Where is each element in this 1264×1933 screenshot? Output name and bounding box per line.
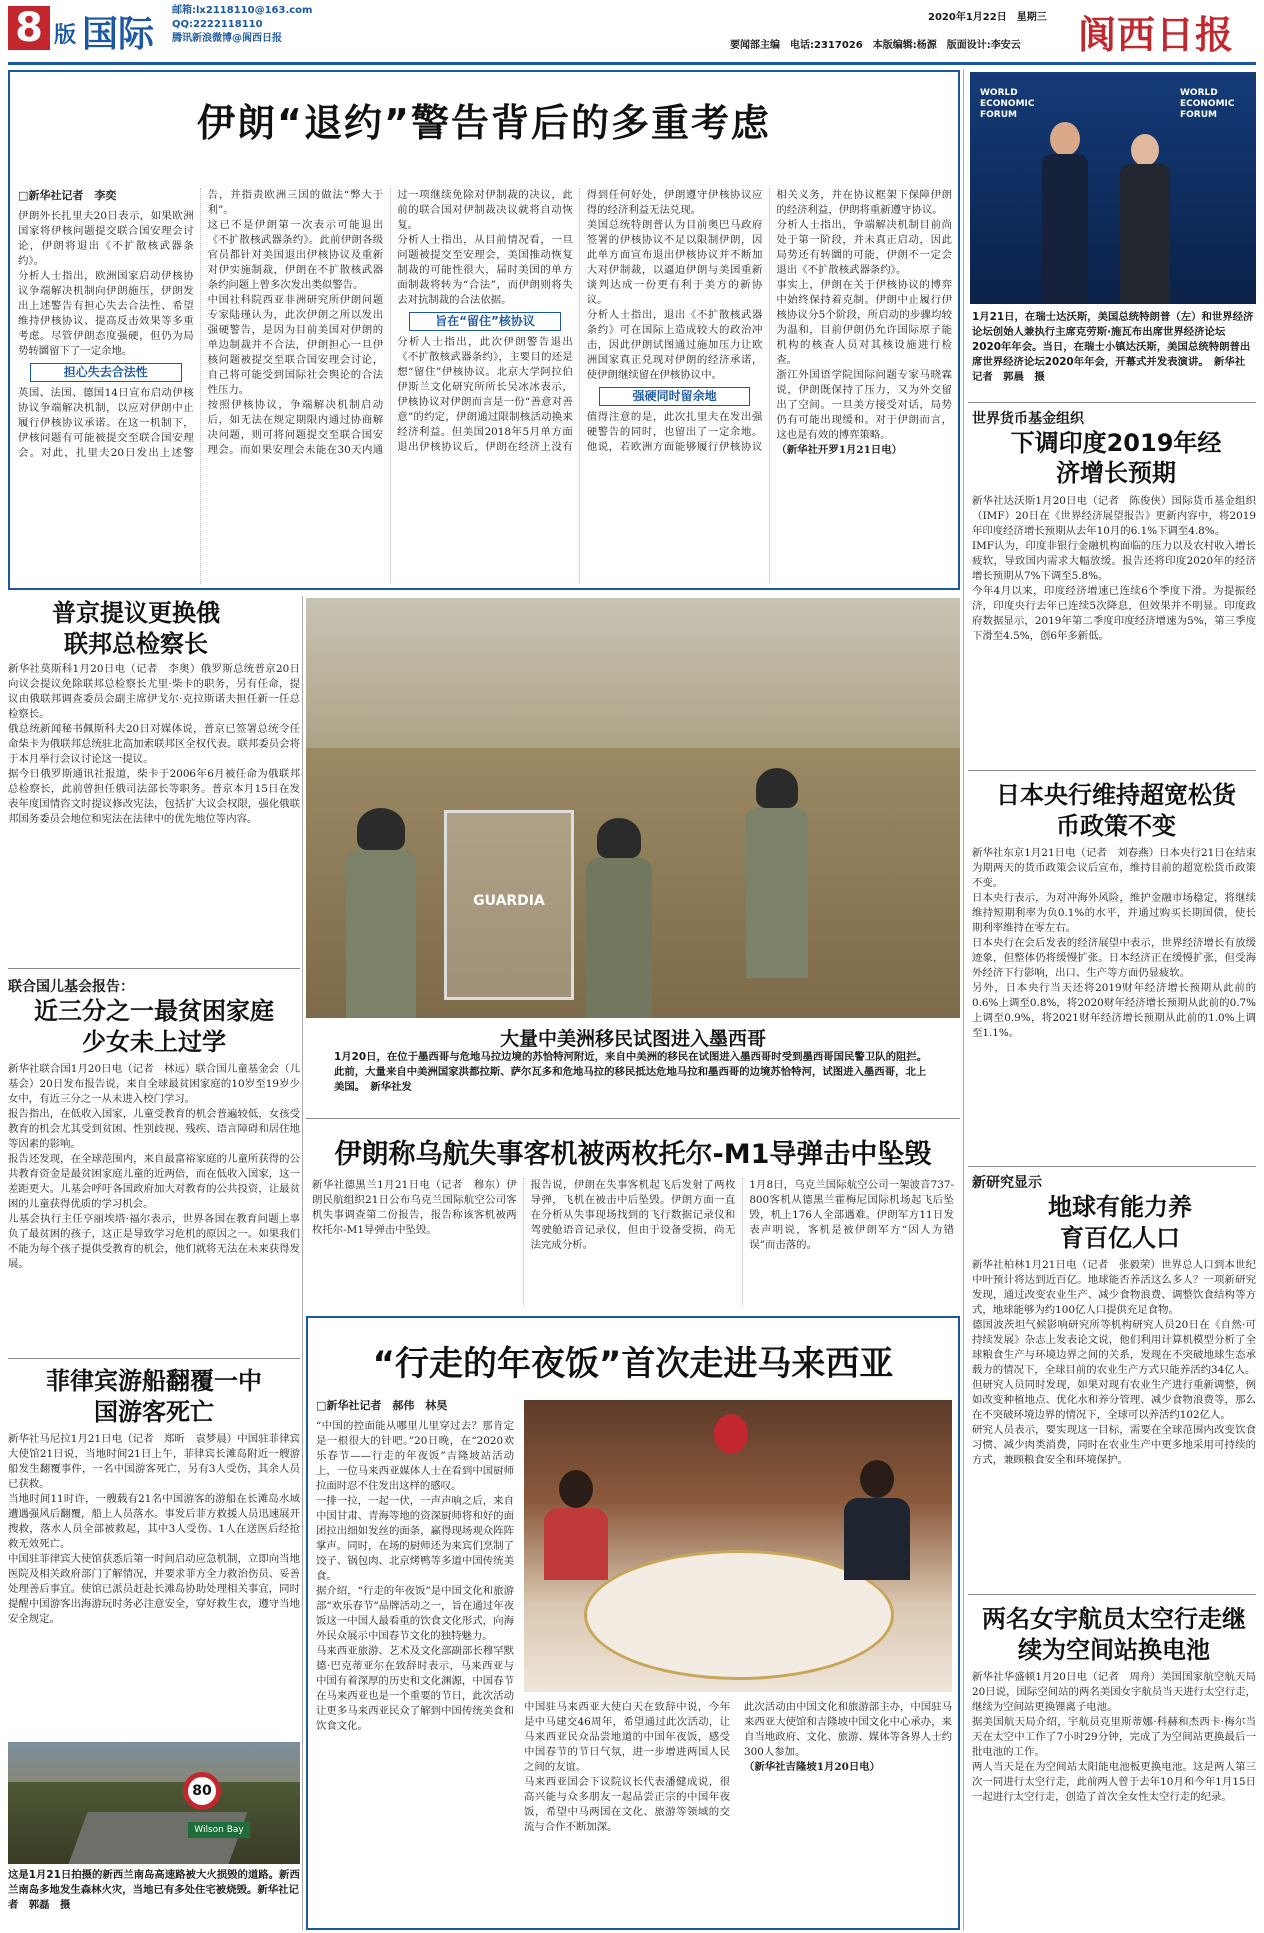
paragraph: 伊朗外长扎里夫20日表示，如果欧洲国家将伊核问题提交联合国安理会讨论，伊朗将退出《不扩散核武器条约》。 <box>18 210 194 267</box>
paragraph: 按照伊核协议，争端解决机制启动后，如无法在规定期限内通过协商解决问题，则可将问题提交至联合国安理会。而如果安理会未能在30天内通过一项继续免除对伊制裁的决议，此前的联合国对伊制裁决议就将自动恢复。 <box>207 189 573 456</box>
editor-line: 要闻部主编 电话:2317026 本版编辑:杨源 版面设计:李安云 <box>730 40 1021 51</box>
paragraph: 德国波茨坦气候影响研究所等机构研究人员20日在《自然·可持续发展》杂志上发表论文说，他们利用计算机模型分析了全球粮食生产与环境边界之间的关系，发现在不突破地球生态承载力的情况下，全球目前的农业生产方式只能养活约34亿人。 <box>972 1319 1256 1376</box>
paragraph: 分析人士指出，欧洲国家启动伊核协议争端解决机制向伊朗施压，伊朗发出上述警告有担心失去合法性、希望维持伊核协议、提高反击效果等多重考虑。尽管伊朗态度强硬，但仍为局势转圜留下了一定余地。 <box>18 270 194 357</box>
paragraph: 报告指出，在低收入国家，儿童受教育的机会普遍较低，女孩受教育的机会尤其受到贫困、性别歧视、残疾、语言障碍和居住地等因素的影响。 <box>8 1108 300 1150</box>
paragraph: 新华社德黑兰1月21日电（记者 穆东）伊朗民航组织21日公布乌克兰国际航空公司客机失事调查第二份报告，报告称该客机被两枚托尔-M1导弹击中坠毁。 <box>312 1179 517 1236</box>
masthead <box>0 0 1264 62</box>
speaker-right <box>1120 134 1170 304</box>
paragraph: 分析人士指出，此次伊朗警告退出《不扩散核武器条约》，主要目的还是想“留住”伊核协议。北京大学阿拉伯伊斯兰文化研究所所长吴冰冰表示，伊核协议对伊朗而言是一份“善意对善意”的约定，伊朗通过限制核活动换来经济利益。但美国2018年5月单方面退出伊核协议后，伊朗在经济上没有得到任何好处，伊朗遵守伊核协议应得的经济利益无法兑现。 <box>397 189 763 453</box>
paragraph: IMF认为，印度非银行金融机构面临的压力以及农村收入增长疲软，导致国内需求大幅放缓。报告还将印度2020年的经济增长预期从7%下调至5.8%。 <box>972 540 1256 582</box>
malaysia-right-col <box>744 1700 952 1922</box>
paragraph: 值得注意的是，此次扎里夫在发出强硬警告的同时，也留出了一定余地。他说，若欧洲方面能够履行伊核协议相关义务，并在协议框架下保障伊朗的经济利益，伊朗将重新遵守协议。 <box>586 189 952 453</box>
paragraph: 一排一拉，一起一伏，一声声响之后，来自中国甘肃、青海等地的资深厨师将和好的面团拉出细如发丝的面条，赢得现场观众阵阵掌声。同时，在场的厨师还为来宾们烹制了饺子、锅包肉、北京烤鸭等多道中国传统美食。 <box>316 1495 514 1582</box>
dateline-signature: （新华社吉隆坡1月20日电） <box>744 1761 880 1773</box>
paragraph: 分析人士指出，退出《不扩散核武器条约》可在国际上造成较大的政治冲击，因此伊朗试图通过施加压力让欧洲国家真正兑现对伊朗的经济承诺，使伊朗继续留在伊核协议中。 <box>586 309 763 381</box>
divider <box>306 1118 960 1119</box>
paragraph: 另外，日本央行当天还将2019财年经济增长预期从此前的0.6%上调至0.8%，将2020财年经济增长预期从此前的0.7%上调至0.9%，将2021财年经济增长预期从此前的1.0%上调至1.1%。 <box>972 982 1256 1039</box>
lead-headline: 伊朗“退约”警告背后的多重考虑 <box>197 101 771 145</box>
paragraph: 马来西亚国会下议院议长代表潘健成说，很高兴能与众多朋友一起品尝正宗的中国年夜饭，希望中马两国在文化、旅游等领域的交流与合作不断加深。 <box>524 1776 730 1833</box>
imf-body <box>972 494 1256 770</box>
paragraph: 1月8日，乌克兰国际航空公司一架波音737-800客机从德黑兰霍梅尼国际机场起飞后坠毁，机上176人全部遇难。伊朗军方11日发表声明说，客机是被伊朗军方“因人为错误”而击落的。 <box>749 1179 954 1251</box>
ukraine-headline: 伊朗称乌航失事客机被两枚托尔-M1导弹击中坠毁 <box>334 1139 932 1170</box>
ukraine-body <box>312 1178 954 1306</box>
putin-body <box>8 662 300 962</box>
mexico-headline: 大量中美洲移民试图进入墨西哥 <box>499 1028 766 1050</box>
road-name-sign: Wilson Bay <box>188 1822 250 1838</box>
paragraph: 新华社柏林1月21日电（记者 张毅荣）世界总人口到本世纪中叶预计将达到近百亿。地球能否养活这么多人？一项新研究发现，通过改变农业生产、减少食物浪费、调整饮食结构等方式，地球能够为约100亿人口提供充足食物。 <box>972 1259 1256 1316</box>
paper-name: 阆西日报 <box>1078 12 1235 57</box>
lead-byline: □新华社记者 李奕 <box>18 189 117 202</box>
philippines-body <box>8 1432 300 1736</box>
paragraph: 新华社达沃斯1月20日电（记者 陈俊侠）国际货币基金组织（IMF）20日在《世界经济展望报告》更新内容中，将2019年印度经济增长预期从去年10月的6.1%下调至4.8%。 <box>972 495 1256 537</box>
banquet-photo <box>524 1400 952 1692</box>
qq-line: QQ:2222118110 <box>172 19 263 30</box>
page-number-badge: 8 <box>8 6 50 50</box>
guard-3 <box>586 818 652 1018</box>
malaysia-headline: “行走的年夜饭”首次走进马来西亚 <box>372 1344 894 1384</box>
astronaut-headline: 两名女宇航员太空行走继续为空间站换电池 <box>982 1605 1246 1664</box>
guard-2 <box>746 768 808 978</box>
divider <box>968 770 1256 771</box>
section-name: 国际 <box>82 14 155 55</box>
paragraph: 报告说，伊朗在失事客机起飞后发射了两枚导弹，飞机在被击中后坠毁。伊朗方面一直在分析从失事现场找到的飞行数据记录仪和驾驶舱语音记录仪，但由于设备受损，尚无法完成分析。 <box>530 1179 736 1251</box>
japan-body <box>972 846 1256 1158</box>
divider <box>8 1358 300 1359</box>
divider <box>968 402 1256 403</box>
speed-limit-sign: 80 <box>183 1772 221 1810</box>
philippines-headline: 菲律宾游船翻覆一中国游客死亡 <box>46 1367 262 1426</box>
divider <box>8 968 300 969</box>
guard-1 <box>346 808 416 1018</box>
weibo-line: 腾讯新浪微博@阆西日报 <box>172 33 282 44</box>
subhead: 强硬同时留余地 <box>599 387 751 406</box>
paragraph: 中国驻菲律宾大使馆获悉后第一时间启动应急机制，立即向当地医院及相关政府部门了解情况，并要求菲方全力救治伤员、妥善处理善后事宜。使馆已派员赶赴长滩岛协助处理相关事宜，同时提醒中国游客出海游玩时务必注意安全，穿好救生衣，遵守当地安全规定。 <box>8 1553 300 1625</box>
earth-headline: 地球有能力养育百亿人口 <box>1048 1193 1192 1252</box>
paragraph: 新华社联合国1月20日电（记者 林远）联合国儿童基金会（儿基会）20日发布报告说，来自全球最贫困家庭的10岁至19岁少女中，有近三分之一从未进入校门学习。 <box>8 1063 300 1105</box>
paragraph: 儿基会执行主任亨丽埃塔·福尔表示，世界各国在教育问题上辜负了最贫困的孩子，这正是导致学习危机的原因之一。如果我们不能为每个孩子提供受教育的机会，他们就将无法在未来获得发展。 <box>8 1213 300 1270</box>
paragraph: 据今日俄罗斯通讯社报道，柴卡于2006年6月被任命为俄联邦总检察长，此前曾担任俄司法部长等职务。普京本月15日在发表年度国情咨文时提议修改宪法，包括扩大议会权限，强化俄联邦国务委员会地位和宪法在法律中的优先地位等内容。 <box>8 768 300 825</box>
mexico-caption: 1月20日，在位于墨西哥与危地马拉边境的苏恰特河附近，来自中美洲的移民在试图进入墨西哥时受到墨西哥国民警卫队的阻拦。此前，大量来自中美洲国家洪都拉斯、萨尔瓦多和危地马拉的移民抵达危地马拉和墨西哥的边境苏恰特河，试图进入墨西哥，北上美国。 新华社发 <box>334 1051 928 1093</box>
column-rule <box>963 70 964 1930</box>
diner-right <box>844 1460 910 1580</box>
paragraph: 新华社东京1月21日电（记者 刘春燕）日本央行21日在结束为期两天的货币政策会议后宣布，维持目前的超宽松货币政策不变。 <box>972 847 1256 889</box>
astronaut-body <box>972 1670 1256 1928</box>
speaker-left <box>1042 122 1088 304</box>
paragraph: 俄总统新闻秘书佩斯科夫20日对媒体说，普京已签署总统令任命柴卡为俄联邦总统驻北高加索联邦区全权代表。联邦委员会将于本月举行会议讨论这一提议。 <box>8 723 300 765</box>
paragraph: 中国社科院西亚非洲研究所伊朗问题专家陆瑾认为，此次伊朗之所以发出强硬警告，是因为目前美国对伊朗的单边制裁并不合法，伊朗担心一旦伊核问题被提交至联合国安理会讨论，自己将可能受到国际社会舆论的合法性压力。 <box>207 294 384 396</box>
malaysia-mid-col <box>524 1700 730 1922</box>
paragraph: 日本央行在会后发表的经济展望中表示，世界经济增长有放缓迹象，但整体仍将缓慢扩张。日本经济正在缓慢扩张，但受海外经济下行影响，出口、生产等方面仍显疲软。 <box>972 937 1256 979</box>
paragraph: 浙江外国语学院国际问题专家马晓霖说，伊朗既保持了压力，又为外交留出了空间。一旦美方接受对话，局势仍有可能出现缓和。对于伊朗而言，这也是有效的博弈策略。 <box>776 369 952 441</box>
paragraph: 马来西亚旅游、艺术及文化部副部长穆罕默德·巴克蒂亚尔在致辞时表示，马来西亚与中国有着深厚的历史和文化渊源，中国春节在马来西亚也是一个重要的节日，此次活动让更多马来西亚民众了解到中国传统美食和饮食文化。 <box>316 1645 514 1732</box>
paragraph: 今年4月以来，印度经济增速已连续6个季度下滑。为提振经济，印度央行去年已连续5次降息，但效果并不明显。印度政府数据显示，2019年第二季度印度经济增速为5%，第三季度下滑至4.5%，创6年多新低。 <box>972 585 1256 642</box>
contact-info <box>172 4 312 46</box>
paragraph: 中国驻马来西亚大使白天在致辞中说，今年是中马建交46周年，希望通过此次活动，让马来西亚民众品尝地道的中国年夜饭，感受中国春节的节日气氛，进一步增进两国人民之间的友谊。 <box>524 1701 730 1773</box>
road <box>69 1812 248 1864</box>
paragraph: 新华社华盛顿1月20日电（记者 周舟）美国国家航空航天局20日说，国际空间站的两名美国女宇航员当天进行太空行走，继续为空间站更换锂离子电池。 <box>972 1671 1256 1713</box>
unicef-headline: 近三分之一最贫困家庭少女未上过学 <box>34 997 274 1056</box>
paragraph: 新华社马尼拉1月21日电（记者 郑昕 袁梦晨）中国驻菲律宾大使馆21日说，当地时间21日上午，菲律宾长滩岛附近一艘游船发生翻覆事件，一名中国游客死亡，另有3人受伤，其余人员已获救。 <box>8 1433 300 1490</box>
earth-body <box>972 1258 1256 1586</box>
page-suffix: 版 <box>54 23 77 48</box>
column-rule <box>302 596 303 1930</box>
guard-shield: GUARDIA <box>444 810 574 1000</box>
japan-headline: 日本央行维持超宽松货币政策不变 <box>996 781 1236 840</box>
paragraph: 分析人士指出，争端解决机制目前尚处于第一阶段，并未真正启动，因此局势还有转圜的可能，伊朗不一定会退出《不扩散核武器条约》。 <box>776 219 952 276</box>
imf-kicker: 世界货币基金组织 <box>972 411 1084 427</box>
paragraph: 事实上，伊朗在关于伊核协议的博弈中始终保持着克制。伊朗中止履行伊核协议分5个阶段，所启动的步骤均较为温和，目前伊朗仍允许国际原子能机构的核查人员对其核设施进行检查。 <box>776 279 952 366</box>
wef-logo-right: WORLD ECONOMIC FORUM <box>1180 88 1235 120</box>
paragraph: 当地时间11时许，一艘载有21名中国游客的游船在长滩岛水域遭遇强风后翻覆，船上人员落水。事发后菲方救援人员迅速展开搜救，落水人员全部被救起，其中3人受伤、1人在送医后经抢救无效死亡。 <box>8 1493 300 1550</box>
earth-kicker: 新研究显示 <box>972 1175 1042 1191</box>
paragraph: 英国、法国、德国14日宣布启动伊核协议争端解决机制，以应对伊朗中止履行伊核协议承诺。在这一机制下，伊核问题有可能被提交至联合国安理会。对此，扎里夫20日发出上述警告，并指责欧洲三国的做法“弊大于利”。 <box>18 189 384 459</box>
lantern <box>714 1414 748 1454</box>
paragraph: 报告还发现，在全球范围内，来自最富裕家庭的儿童所获得的公共教育资金是最贫困家庭儿童的近两倍，而在低收入国家，这一差距更大。儿基会呼吁各国政府加大对教育的公共投资，让最贫困的儿童获得优质的学习机会。 <box>8 1153 300 1210</box>
divider <box>968 1166 1256 1167</box>
paragraph: 但研究人员同时发现，如果对现有农业生产进行重新调整，例如改变种植地点、优化水和养分管理、减少食物浪费等，那么在不突破环境边界的情况下，全球可以养活约102亿人。 <box>972 1379 1256 1421</box>
road-photo <box>8 1742 300 1864</box>
unicef-body <box>8 1062 300 1352</box>
paragraph: 这已不是伊朗第一次表示可能退出《不扩散核武器条约》。此前伊朗各级官员都针对美国退出伊核协议及重新对伊实施制裁，伊朗在不扩散核武器条约问题上曾多次发出类似警告。 <box>207 219 384 291</box>
trees <box>306 598 960 768</box>
lead-body <box>18 188 952 584</box>
dateline-signature: （新华社开罗1月21日电） <box>776 444 902 456</box>
paragraph: 日本央行表示，为对冲海外风险，维护金融市场稳定，将继续维持短期利率为负0.1%的水平，并通过购买长期国债，使长期利率维持在零左右。 <box>972 892 1256 934</box>
diner-left <box>544 1470 608 1580</box>
paragraph: 研究人员表示，要实现这一目标，需要在全球范围内改变饮食习惯、减少肉类消费，同时在农业生产中更多地采用可持续的方式，兼顾粮食安全和环境保护。 <box>972 1424 1256 1466</box>
paragraph: 美国总统特朗普认为目前奥巴马政府签署的伊核协议不足以限制伊朗，因此单方面宣布退出伊核协议并不断加大对伊制裁，以逼迫伊朗与美国重新谈判达成一份更有利于美方的新协议。 <box>586 219 763 306</box>
putin-headline: 普京提议更换俄联邦总检察长 <box>52 599 220 658</box>
paragraph: “中国的控面能从哪里儿里穿过去？那肯定是一根很大的针吧。”20日晚，在“2020欢乐春节——行走的年夜饭”吉隆坡站活动上，一位马来西亚媒体人士在看到中国厨师拉面时忍不住发出这样的感叹。 <box>316 1420 514 1492</box>
paragraph: 据美国航天局介绍，宇航员克里斯蒂娜·科赫和杰西卡·梅尔当天在太空中工作了7小时29分钟，完成了为空间站更换最后一批电池的工作。 <box>972 1716 1256 1758</box>
davos-photo <box>970 72 1256 304</box>
paragraph: 据介绍，“行走的年夜饭”是中国文化和旅游部“欢乐春节”品牌活动之一，旨在通过年夜饭这一中国人最看重的饮食文化形式，向海外民众展示中国春节文化的独特魅力。 <box>316 1585 514 1642</box>
malaysia-left-col <box>316 1398 514 1922</box>
subhead: 担心失去合法性 <box>30 363 182 382</box>
masthead-rule <box>8 62 1256 65</box>
date-line: 2020年1月22日 星期三 <box>928 12 1047 23</box>
mexico-photo <box>306 598 960 1018</box>
imf-headline: 下调印度2019年经济增长预期 <box>1010 429 1222 487</box>
davos-caption: 1月21日，在瑞士达沃斯，美国总统特朗普（左）和世界经济论坛创始人兼执行主席克劳斯·施瓦布出席世界经济论坛2020年年会。当日，在瑞士小镇达沃斯，美国总统特朗普出席世界经济论坛2020年年会，开幕式并发表演讲。 新华社记者 郭晨 摄 <box>972 311 1254 383</box>
malaysia-byline: □新华社记者 郝伟 林昊 <box>316 1399 448 1412</box>
paragraph: 此次活动由中国文化和旅游部主办，中国驻马来西亚大使馆和吉隆坡中国文化中心承办，来自当地政府、文化、旅游、媒体等各界人士约300人参加。 <box>744 1701 952 1758</box>
divider <box>968 1594 1256 1595</box>
wef-logo-left: WORLD ECONOMIC FORUM <box>980 88 1035 120</box>
email-line: 邮箱:lx2118110@163.com <box>172 5 313 16</box>
subhead: 旨在“留住”核协议 <box>409 312 561 331</box>
road-photo-caption: 这是1月21日拍摄的新西兰南岛高速路被大火损毁的道路。新西兰南岛多地发生森林火灾，当地已有多处住宅被烧毁。新华社记者 郭磊 摄 <box>8 1869 300 1911</box>
paragraph: 分析人士指出，从目前情况看，一旦问题被提交至安理会，美国推动恢复制裁的可能性很大，届时美国的单方面制裁将转为“合法”，而伊朗则将失去对抗制裁的合法依据。 <box>397 234 573 306</box>
unicef-kicker: 联合国儿基会报告： <box>8 979 134 995</box>
paragraph: 两人当天是在为空间站太阳能电池板更换电池。这是两人第三次一同进行太空行走，此前两人曾于去年10月和今年1月15日一起进行太空行走，创造了首次全女性太空行走的纪录。 <box>972 1761 1256 1803</box>
paragraph: 新华社莫斯科1月20日电（记者 李奥）俄罗斯总统普京20日向议会提议免除联邦总检察长尤里·柴卡的职务，另有任命，提议由俄联邦调查委员会副主席伊戈尔·克拉斯诺夫担任新一任总检察长。 <box>8 663 300 720</box>
